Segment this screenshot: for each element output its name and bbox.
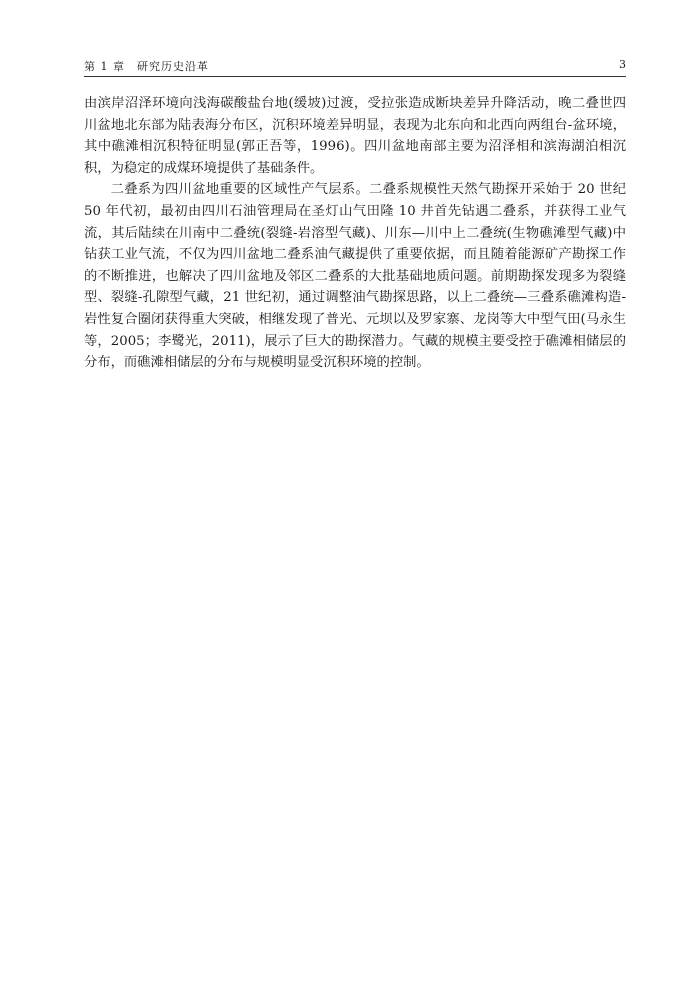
paragraph-continued: 由滨岸沼泽环境向浅海碳酸盐台地(缓坡)过渡，受拉张造成断块差异升降活动，晚二叠世四川盆地北东部为陆表海分布区，沉积环境差异明显，表现为北东向和北西向两组台-盆环境，其中礁滩相沉积特征明显(郭正吾等，1996)。四川盆地南部主要为沼泽相和滨海湖泊相沉积，为稳定的成煤环境提供了基础条件。 [84, 96, 626, 176]
running-header [84, 56, 626, 77]
chapter-title: 第 1 章 研究历史沿革 [84, 60, 209, 73]
paragraph-permian-gas: 二叠系为四川盆地重要的区域性产气层系。二叠系规模性天然气勘探开采始于 20 世纪 50 年代初，最初由四川石油管理局在圣灯山气田隆 10 井首先钻遇二叠系，并获得工业气流，其后陆续在川南中二叠统(裂缝-岩溶型气藏)、川东—川中上二叠统(生物礁滩型气藏)中钻获工业气流，不仅为四川盆地二叠系油气藏提供了重要依据，而且随着能源矿产勘探工作的不断推进，也解决了四川盆地及邻区二叠系的大批基础地质问题。前期勘探发现多为裂缝型、裂缝-孔隙型气藏，21 世纪初，通过调整油气勘探思路，以上二叠统—三叠系礁滩构造-岩性复合圈闭获得重大突破，相继发现了普光、元坝以及罗家寨、龙岗等大中型气田(马永生等，2005；李鹭光，2011)，展示了巨大的勘探潜力。气藏的规模主要受控于礁滩相储层的分布，而礁滩相储层的分布与规模明显受沉积环境的控制。 [84, 182, 626, 371]
page-number: 3 [619, 58, 626, 71]
body-text [84, 93, 626, 374]
